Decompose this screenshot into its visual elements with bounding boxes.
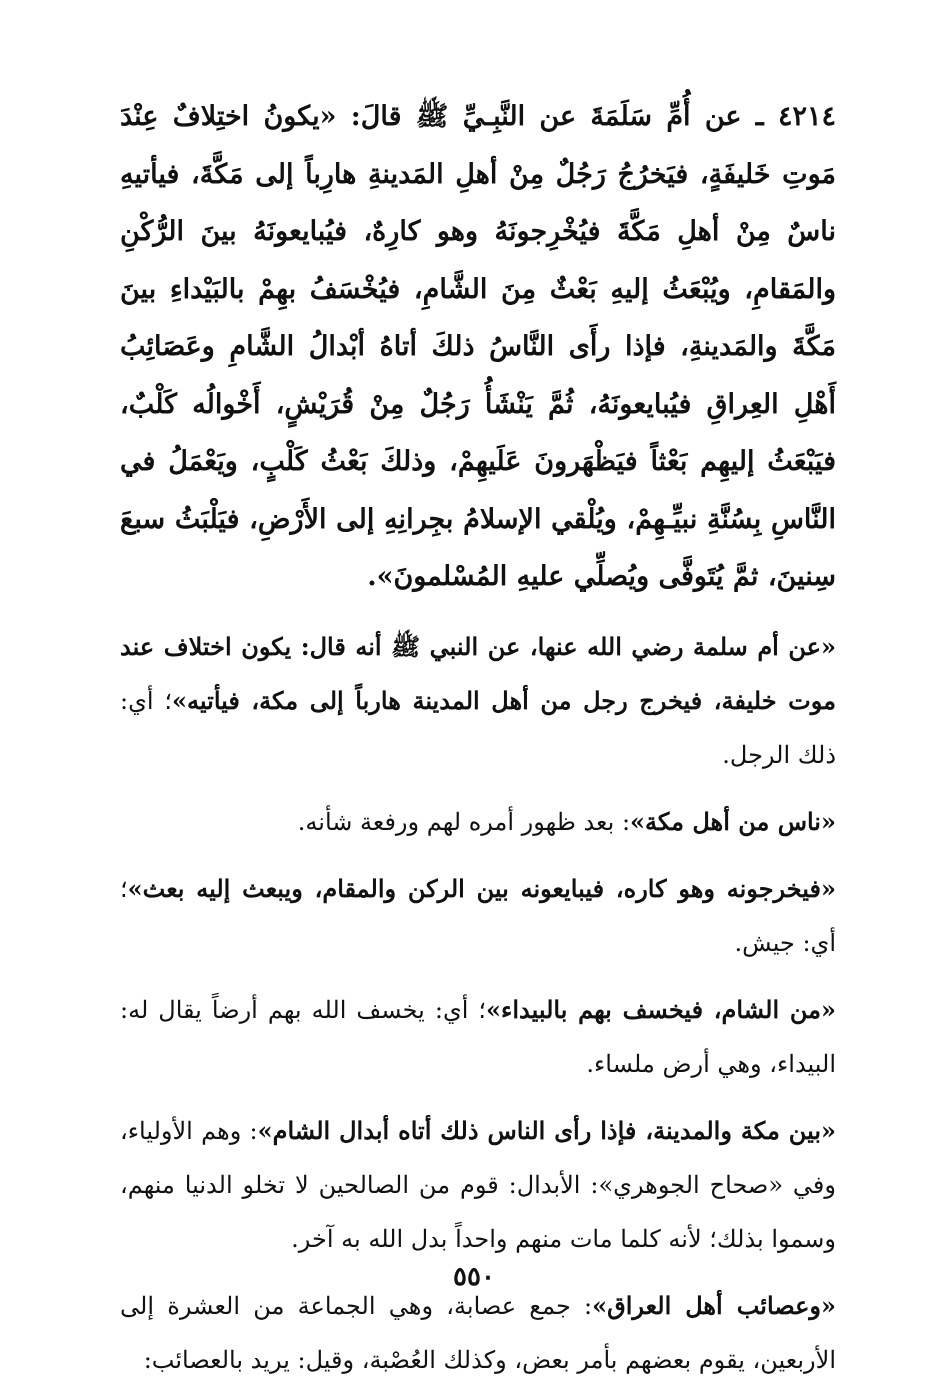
commentary-quote: «من الشام، فيخسف بهم بالبيداء»: [486, 994, 836, 1024]
commentary-quote: «ناس من أهل مكة»: [630, 806, 836, 836]
commentary-text: ؛ أي: جيش.: [120, 874, 836, 957]
commentary-quote: «فيخرجونه وهو كاره، فيبايعونه بين الركن والمقام، ويبعث إليه بعث»: [127, 873, 836, 903]
commentary-paragraph: [120, 862, 836, 970]
page-number: ٥٥٠: [453, 1262, 495, 1292]
commentary-paragraph: [120, 795, 836, 849]
commentary-paragraph: [120, 1279, 836, 1387]
hadith-text: ـ عن أُمِّ سَلَمَةَ عن النَّبِـيِّ ﷺ قالَ: «يكونُ اختِلافٌ عِنْدَ مَوتِ خَليفَةٍ، فيَخرُجُ رَجُلٌ مِنْ أهلِ المَدينةِ هارِباً إلى مَكَّةَ، فيأتيهِ ناسٌ مِنْ أهلِ مَكَّةَ فيُخْرِجونَهُ وهو كارِهٌ، فيُبايعونَهُ بينَ الرُّكْنِ والمَقامِ، ويُبْعَثُ إليهِ بَعْثٌ مِنَ الشَّامِ، فيُخْسَفُ بهِمْ بالبَيْداءِ بينَ مَكَّةَ والمَدينةِ، فإذا رأَى النَّاسُ ذلكَ أتاهُ أبْدالُ الشَّامِ وعَصَائِبُ أَهْلِ العِراقِ فيُبايعونَهُ، ثُمَّ يَنْشَأُ رَجُلٌ مِنْ قُرَيْشٍ، أَخْوالُه كَلْبٌ، فيَبْعَثُ إليهِم بَعْثاً فيَظْهَرونَ عَلَيهِمْ، وذلكَ بَعْثُ كَلْبٍ، ويَعْمَلُ في النَّاسِ بِسُنَّةِ نبيِّـهِمْ، ويُلْقي الإسلامُ بجِرانِهِ إلى الأَرْضِ، فيَلْبَثُ سبعَ سِنينَ، ثمَّ يُتَوفَّى ويُصلِّي عليهِ المُسْلمونَ».: [120, 101, 836, 592]
commentary-paragraph: [120, 983, 836, 1091]
commentary-quote: «عن أم سلمة رضي الله عنها، عن النبي ﷺ أنه قال: يكون اختلاف عند موت خليفة، فيخرج رجل من أهل المدينة هارباً إلى مكة، فيأتيه»: [120, 631, 836, 715]
commentary-text: : وهم الأولياء، وفي «صحاح الجوهري»: الأبدال: قوم من الصالحين لا تخلو الدنيا منهم، وسموا بذلك؛ لأنه كلما مات منهم واحداً بدل الله به آخر.: [120, 1116, 836, 1253]
commentary-paragraph: [120, 1104, 836, 1266]
commentary-paragraph: [120, 620, 836, 782]
hadith-paragraph: [120, 88, 836, 606]
commentary-text: ؛ أي: ذلك الرجل.: [120, 686, 836, 769]
commentary-text: : جمع عصابة، وهي الجماعة من العشرة إلى الأربعين، يقوم بعضهم بأمر بعض، وكذلك العُصْبة، وقيل: يريد بالعصائب:: [120, 1291, 836, 1374]
commentary-quote: «بين مكة والمدينة، فإذا رأى الناس ذلك أتاه أبدال الشام»: [257, 1115, 837, 1145]
hadith-number: ٤٢١٤: [777, 101, 836, 132]
commentary-text: ؛ أي: يخسف الله بهم أرضاً يقال له: البيداء، وهي أرض ملساء.: [120, 995, 836, 1078]
commentary-quote: «وعصائب أهل العراق»: [592, 1290, 836, 1320]
commentary-text: : بعد ظهور أمره لهم ورفعة شأنه.: [297, 807, 631, 836]
page-body: [120, 88, 836, 1400]
